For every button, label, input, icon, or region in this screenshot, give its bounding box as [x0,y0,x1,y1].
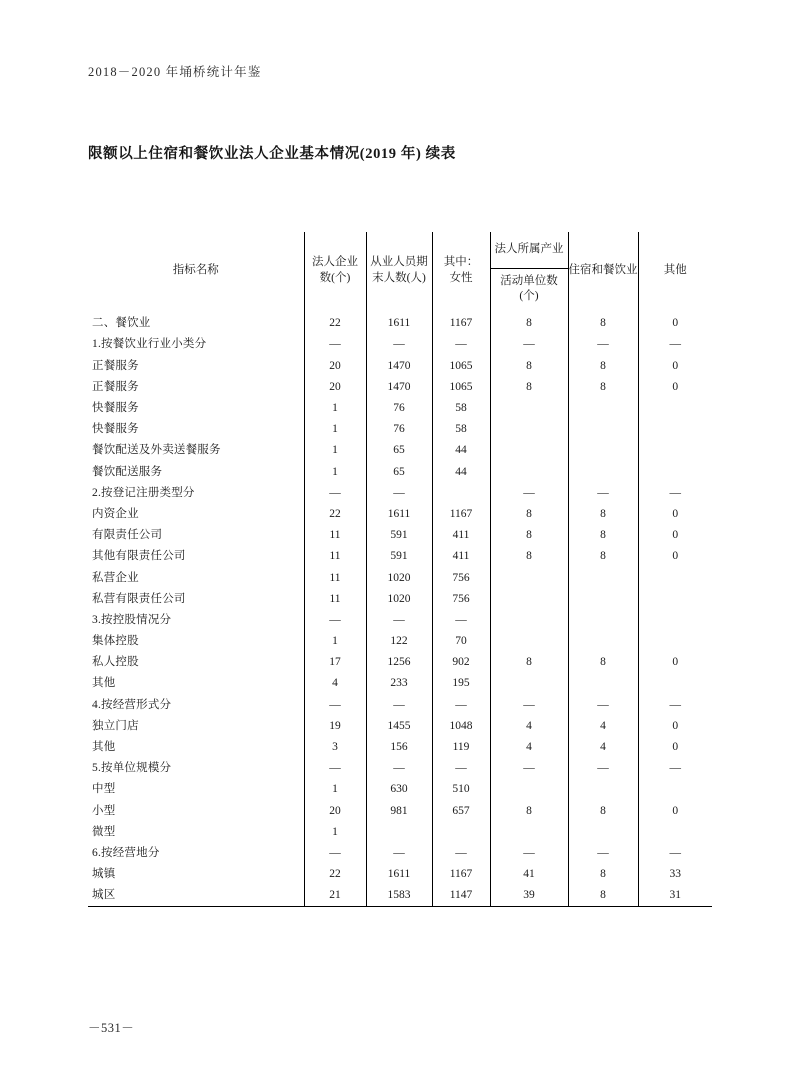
row-value-5: 8 [568,546,638,567]
table-row [88,440,712,461]
row-value-4 [490,673,568,694]
table-row [88,310,712,334]
row-value-3: 58 [432,398,490,419]
row-value-6: — [638,843,712,864]
row-value-1: — [304,610,366,631]
row-value-4 [490,631,568,652]
row-label: 城区 [92,889,116,902]
row-value-3: 756 [432,567,490,588]
row-label: 5.按单位规模分 [92,762,172,775]
header-industry-group-line1: 法人所属产业 [494,242,564,255]
row-value-5 [568,567,638,588]
row-value-3: — [432,758,490,779]
row-value-5 [568,419,638,440]
row-value-4: 41 [490,864,568,885]
table-row [88,334,712,355]
row-value-2: 65 [366,440,432,461]
row-value-2: 630 [366,779,432,800]
header-employees-line2: 末人数(人) [372,272,426,284]
row-value-1: 3 [304,737,366,758]
row-value-5: 8 [568,885,638,906]
row-value-6 [638,779,712,800]
row-label: 6.按经营地分 [92,846,160,859]
row-value-1: 20 [304,377,366,398]
row-value-6 [638,419,712,440]
table-bottom-rule [88,906,712,907]
table-row [88,822,712,843]
header-industry-units-line1: 活动单位数 [500,274,558,287]
row-label: 餐饮配送服务 [92,465,163,478]
row-value-6: 0 [638,800,712,821]
row-value-2: 65 [366,461,432,482]
row-value-3: 902 [432,652,490,673]
row-value-3: 1167 [432,310,490,334]
row-value-3: 119 [432,737,490,758]
table-row [88,631,712,652]
row-value-2: 1020 [366,567,432,588]
row-value-1: 1 [304,461,366,482]
row-label: 正餐服务 [92,380,139,393]
row-label: 二、餐饮业 [92,317,151,330]
table-row [88,398,712,419]
header-legal-entities-line2: 数(个) [319,272,351,284]
row-value-5: 8 [568,864,638,885]
row-value-2: 122 [366,631,432,652]
row-value-3: 1065 [432,377,490,398]
row-value-4: 8 [490,800,568,821]
row-label: 正餐服务 [92,359,139,372]
row-value-5: — [568,758,638,779]
table-row [88,419,712,440]
row-value-3: — [432,843,490,864]
row-value-3: 510 [432,779,490,800]
statistics-table [88,232,712,906]
row-label: 内资企业 [92,507,139,520]
row-label: 其他 [92,677,116,690]
table-row [88,610,712,631]
header-employees [366,232,432,310]
row-value-6 [638,610,712,631]
header-employees-line1: 从业人员期 [370,256,428,269]
row-value-3 [432,483,490,504]
row-value-2: 1611 [366,504,432,525]
row-value-5 [568,822,638,843]
row-value-3: 58 [432,419,490,440]
statistics-table-container [88,232,712,906]
row-value-4: — [490,694,568,715]
row-value-3: — [432,694,490,715]
table-row [88,843,712,864]
row-value-5: — [568,334,638,355]
row-value-2: — [366,843,432,864]
header-female [432,232,490,310]
row-value-4: 4 [490,716,568,737]
table-title: 限额以上住宿和餐饮业法人企业基本情况(2019 年) 续表 [88,146,456,162]
row-value-4 [490,398,568,419]
row-label: 有限责任公司 [92,529,163,542]
row-value-2: 76 [366,419,432,440]
table-row [88,377,712,398]
row-value-1: 22 [304,864,366,885]
row-label: 集体控股 [92,635,139,648]
table-row [88,588,712,609]
row-value-6: 0 [638,504,712,525]
row-value-6: — [638,483,712,504]
row-value-3: 411 [432,546,490,567]
row-value-3: 1167 [432,864,490,885]
header-industry-units [490,268,568,310]
row-label: 4.按经营形式分 [92,698,172,711]
row-value-1: 1 [304,779,366,800]
row-value-5: 8 [568,504,638,525]
row-label: 其他 [92,741,116,754]
row-value-6: — [638,334,712,355]
row-value-6: 0 [638,546,712,567]
row-value-5 [568,461,638,482]
row-value-1: — [304,483,366,504]
row-value-4: 8 [490,652,568,673]
row-value-4: — [490,334,568,355]
row-value-2: 1611 [366,310,432,334]
row-value-1: 1 [304,398,366,419]
row-label: 中型 [92,783,116,796]
row-value-2: — [366,758,432,779]
row-value-1: 20 [304,800,366,821]
row-value-4: 39 [490,885,568,906]
row-value-4 [490,461,568,482]
row-value-5 [568,631,638,652]
table-header [88,232,712,310]
row-value-5: — [568,843,638,864]
row-value-2: 1020 [366,588,432,609]
table-row [88,673,712,694]
row-value-5: 8 [568,355,638,376]
row-value-5 [568,779,638,800]
row-value-1: 4 [304,673,366,694]
row-value-6: 33 [638,864,712,885]
row-value-5 [568,673,638,694]
row-value-1: — [304,334,366,355]
row-value-5: — [568,483,638,504]
row-value-6 [638,822,712,843]
row-value-4 [490,440,568,461]
row-label: 独立门店 [92,719,139,732]
page-number: －531－ [88,1021,135,1035]
row-value-4: 8 [490,546,568,567]
table-row [88,525,712,546]
row-value-1: 11 [304,588,366,609]
row-value-3: 1147 [432,885,490,906]
row-label: 快餐服务 [92,423,139,436]
row-value-4: 8 [490,525,568,546]
row-value-1: 19 [304,716,366,737]
table-row [88,504,712,525]
row-value-5 [568,610,638,631]
row-value-1: 20 [304,355,366,376]
row-value-2: 1455 [366,716,432,737]
row-value-3: 657 [432,800,490,821]
row-value-6 [638,631,712,652]
row-value-2: — [366,610,432,631]
row-value-3: 1167 [432,504,490,525]
row-value-2: 591 [366,525,432,546]
row-value-5 [568,398,638,419]
row-label: 1.按餐饮业行业小类分 [92,338,207,351]
header-accommodation-catering: 住宿和餐饮业 [568,232,638,310]
row-value-4 [490,419,568,440]
row-value-3: 44 [432,461,490,482]
row-value-5 [568,440,638,461]
row-value-6: 0 [638,310,712,334]
table-row [88,567,712,588]
row-label: 餐饮配送及外卖送餐服务 [92,444,221,457]
row-value-6 [638,673,712,694]
row-value-3: — [432,334,490,355]
row-value-1: — [304,758,366,779]
header-industry-units-line2: (个) [519,290,539,303]
row-value-5: 4 [568,737,638,758]
header-legal-entities-line1: 法人企业 [312,256,358,269]
row-value-2: 981 [366,800,432,821]
row-value-3: 1065 [432,355,490,376]
row-value-1: — [304,843,366,864]
table-row [88,800,712,821]
row-value-1: 11 [304,567,366,588]
row-value-3: 756 [432,588,490,609]
row-value-6 [638,567,712,588]
table-row [88,546,712,567]
row-value-6: 0 [638,525,712,546]
row-value-2 [366,822,432,843]
row-value-4 [490,822,568,843]
row-value-4: 8 [490,377,568,398]
row-value-1: 1 [304,631,366,652]
row-value-6 [638,440,712,461]
row-value-1: 11 [304,546,366,567]
row-value-6 [638,398,712,419]
table-row [88,461,712,482]
table-row [88,355,712,376]
row-label: 3.按控股情况分 [92,613,172,626]
row-label: 私人控股 [92,656,139,669]
row-value-2: 1583 [366,885,432,906]
row-value-5: — [568,694,638,715]
header-female-line2: 女性 [449,272,473,284]
row-value-2: — [366,694,432,715]
row-value-4 [490,779,568,800]
row-value-1: 22 [304,504,366,525]
table-row [88,885,712,906]
table-row [88,716,712,737]
row-value-5: 8 [568,377,638,398]
table-row [88,652,712,673]
row-label: 2.按登记注册类型分 [92,486,195,499]
table-row [88,779,712,800]
table-row [88,758,712,779]
row-value-6: 0 [638,377,712,398]
table-row [88,864,712,885]
row-value-2: 1470 [366,355,432,376]
row-value-1: 1 [304,822,366,843]
row-value-4: — [490,758,568,779]
row-value-2: 591 [366,546,432,567]
header-other: 其他 [638,232,712,310]
row-value-4 [490,588,568,609]
row-value-1: 1 [304,419,366,440]
row-value-5: 8 [568,525,638,546]
running-head: 2018－2020 年埇桥统计年鉴 [88,65,262,79]
header-legal-entities [304,232,366,310]
row-label: 其他有限责任公司 [92,550,186,563]
row-value-1: — [304,694,366,715]
row-value-4: — [490,843,568,864]
row-label: 快餐服务 [92,402,139,415]
row-value-5 [568,588,638,609]
row-label: 小型 [92,804,116,817]
row-value-4: — [490,483,568,504]
table-row [88,483,712,504]
row-value-1: 17 [304,652,366,673]
row-value-4: 8 [490,355,568,376]
header-female-line1: 其中： [443,256,479,269]
row-value-5: 8 [568,310,638,334]
row-value-4: 8 [490,504,568,525]
row-value-6: — [638,694,712,715]
row-value-1: 11 [304,525,366,546]
row-value-3: 44 [432,440,490,461]
row-value-4 [490,610,568,631]
row-value-2: 1470 [366,377,432,398]
row-value-2: — [366,483,432,504]
row-value-1: 1 [304,440,366,461]
row-value-1: 22 [304,310,366,334]
row-label: 私营有限责任公司 [92,592,186,605]
row-value-5: 8 [568,800,638,821]
row-value-3: 70 [432,631,490,652]
row-value-6: 0 [638,355,712,376]
row-value-2: 233 [366,673,432,694]
row-value-2: — [366,334,432,355]
row-value-1: 21 [304,885,366,906]
row-value-3: 195 [432,673,490,694]
table-body [88,310,712,906]
table-row [88,737,712,758]
row-value-2: 156 [366,737,432,758]
row-value-6: 0 [638,652,712,673]
row-label: 微型 [92,825,116,838]
row-value-5: 4 [568,716,638,737]
row-value-6 [638,588,712,609]
row-value-2: 1256 [366,652,432,673]
table-row [88,694,712,715]
header-industry-group [490,232,568,268]
row-value-6: 31 [638,885,712,906]
row-value-6: 0 [638,716,712,737]
row-value-6 [638,461,712,482]
row-value-4: 8 [490,310,568,334]
header-indicator: 指标名称 [172,264,219,277]
row-label: 城镇 [92,868,116,881]
row-value-4 [490,567,568,588]
row-value-2: 76 [366,398,432,419]
row-value-5: 8 [568,652,638,673]
row-value-4: 4 [490,737,568,758]
row-value-3: 411 [432,525,490,546]
row-value-3 [432,822,490,843]
row-value-2: 1611 [366,864,432,885]
row-label: 私营企业 [92,571,139,584]
row-value-3: 1048 [432,716,490,737]
row-value-6: — [638,758,712,779]
row-value-3: — [432,610,490,631]
row-value-6: 0 [638,737,712,758]
